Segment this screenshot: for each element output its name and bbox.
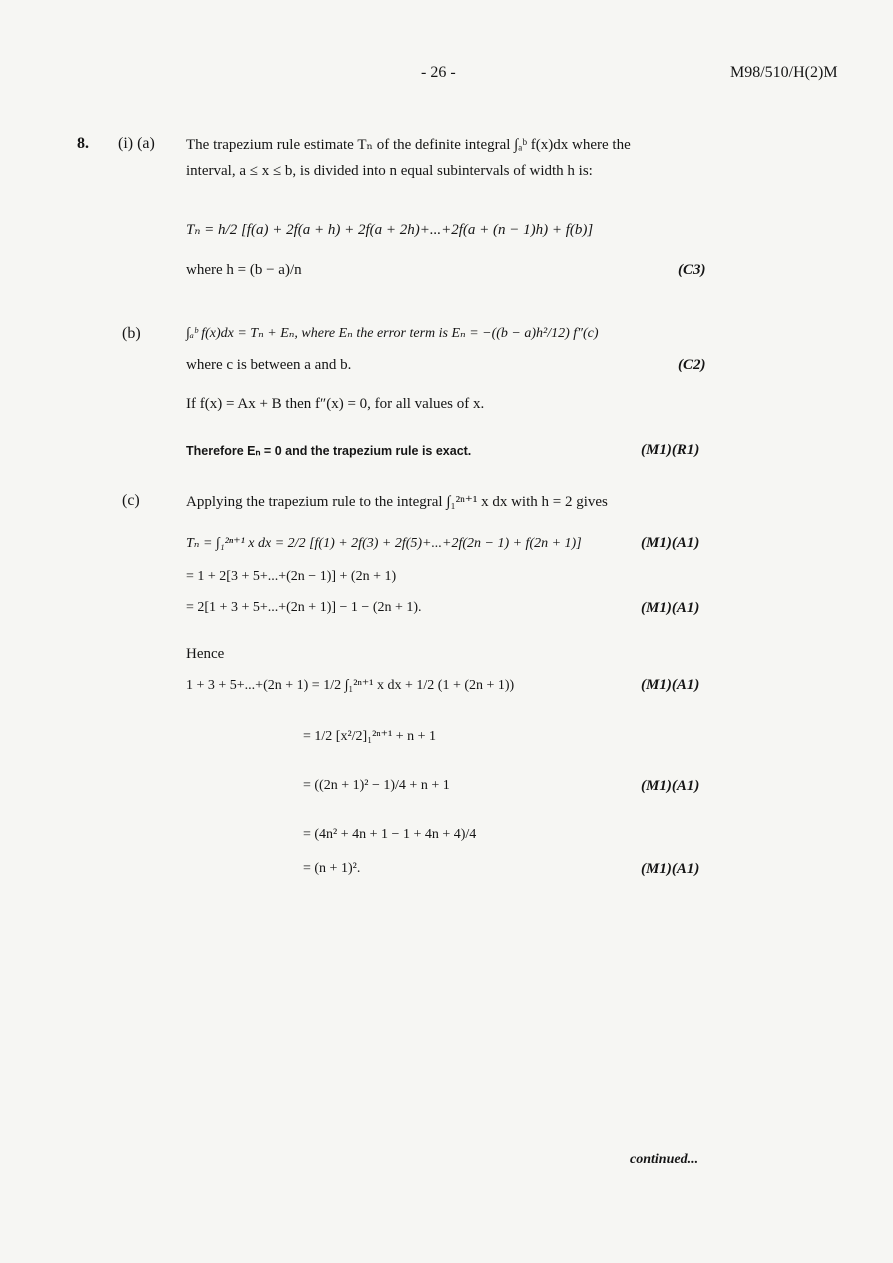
mark-c-line-4: (M1)(A1) <box>641 677 700 693</box>
integral-evaluated: = 1/2 [x²/2]₁²ⁿ⁺¹ + n + 1 <box>303 729 437 744</box>
mark-c-line-8: (M1)(A1) <box>641 861 700 877</box>
part-c-intro: Applying the trapezium rule to the integral ∫₁²ⁿ⁺¹ x dx with h = 2 gives <box>186 494 608 510</box>
linear-function-statement: If f(x) = Ax + B then f″(x) = 0, for all values of x. <box>186 396 485 412</box>
mark-c-line-1: (M1)(A1) <box>641 535 700 551</box>
expanded-numerator: = (4n² + 4n + 1 − 1 + 4n + 4)/4 <box>303 827 477 842</box>
mark-c3: (C3) <box>678 262 706 278</box>
trapezium-applied-equation: Tₙ = ∫₁²ⁿ⁺¹ x dx = 2/2 [f(1) + 2f(3) + 2f(5)+...+2f(2n − 1) + f(2n + 1)] <box>186 536 582 551</box>
continued-note: continued... <box>630 1152 699 1167</box>
trapezium-rule-formula: Tₙ = h/2 [f(a) + 2f(a + h) + 2f(a + 2h)+...+2f(a + (n − 1)h) + f(b)] <box>186 222 594 238</box>
hence-label: Hence <box>186 646 225 662</box>
mark-c2: (C2) <box>678 357 706 373</box>
final-result: = (n + 1)². <box>303 861 361 876</box>
mark-c-line-3: (M1)(A1) <box>641 600 700 616</box>
odd-sum-equation: 1 + 3 + 5+...+(2n + 1) = 1/2 ∫₁²ⁿ⁺¹ x dx + 1/2 (1 + (2n + 1)) <box>186 678 515 693</box>
substituted-limits: = ((2n + 1)² − 1)/4 + n + 1 <box>303 778 450 793</box>
document-reference: M98/510/H(2)M <box>730 64 838 81</box>
page-number: - 26 - <box>421 64 456 81</box>
question-number: 8. <box>77 135 89 152</box>
part-a-intro-line-2: interval, a ≤ x ≤ b, is divided into n equal subintervals of width h is: <box>186 163 593 179</box>
exactness-conclusion: Therefore Eₙ = 0 and the trapezium rule is exact. <box>186 444 472 458</box>
part-a-intro-line-1: The trapezium rule estimate Tₙ of the definite integral ∫ₐᵇ f(x)dx where the <box>186 137 631 153</box>
mark-c-line-6: (M1)(A1) <box>641 778 700 794</box>
expansion-line-2: = 2[1 + 3 + 5+...+(2n + 1)] − 1 − (2n + 1). <box>186 600 422 615</box>
mark-m1-r1: (M1)(R1) <box>641 442 700 458</box>
step-width-definition: where h = (b − a)/n <box>186 262 302 278</box>
part-i-a-label: (i) (a) <box>118 135 155 152</box>
error-term-equation: ∫ₐᵇ f(x)dx = Tₙ + Eₙ, where Eₙ the error term is Eₙ = −((b − a)h²/12) f″(c) <box>186 326 599 341</box>
part-c-label: (c) <box>122 492 140 509</box>
part-b-label: (b) <box>122 325 141 342</box>
part-b-condition: where c is between a and b. <box>186 357 352 373</box>
expansion-line-1: = 1 + 2[3 + 5+...+(2n − 1)] + (2n + 1) <box>186 569 397 584</box>
